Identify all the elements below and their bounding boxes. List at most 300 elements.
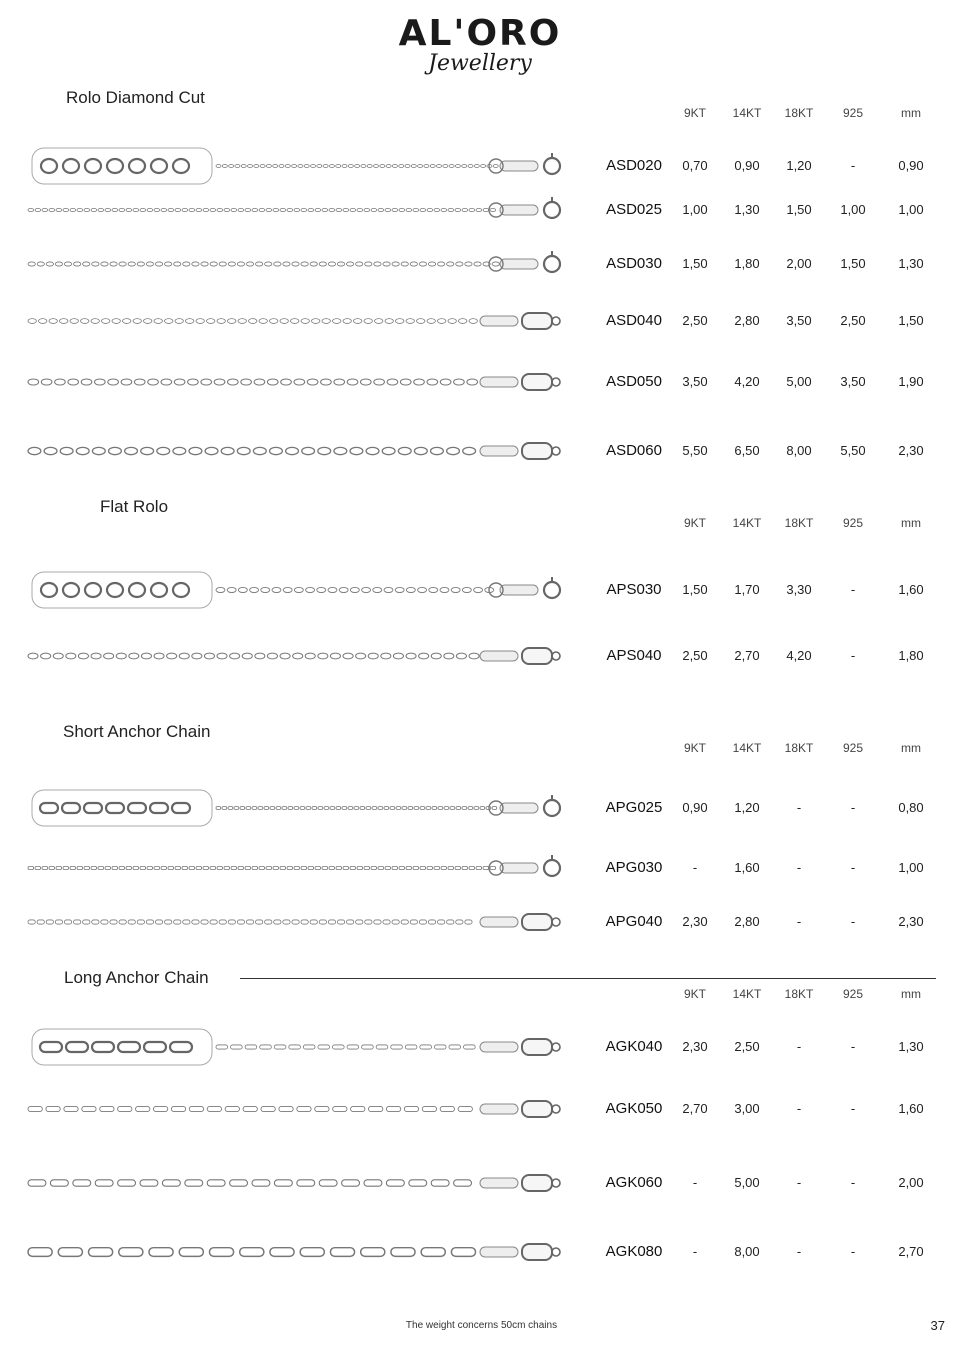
chain-link	[350, 587, 359, 592]
product-code: APG025	[605, 799, 663, 816]
chain-link	[154, 653, 164, 659]
chain-link	[70, 208, 76, 211]
chain-link	[121, 379, 132, 385]
chain-link	[431, 653, 441, 659]
chain-link	[319, 262, 326, 266]
chain-link	[315, 1106, 329, 1111]
chain-link	[419, 920, 426, 924]
chain-link	[217, 653, 227, 659]
chain-link	[404, 1106, 418, 1111]
chain-link	[203, 866, 209, 869]
chain-link	[182, 208, 188, 211]
chain-link	[42, 208, 48, 211]
chain-link	[286, 447, 299, 454]
chain-link	[39, 319, 47, 324]
footer-note: The weight concerns 50cm chains	[405, 1320, 558, 1331]
chain-link	[259, 208, 265, 211]
zoom-detail-box	[32, 1029, 212, 1065]
column-header: 14KT	[732, 516, 762, 530]
chain-link	[256, 262, 263, 266]
chain-link	[173, 447, 186, 454]
chain-link	[53, 653, 63, 659]
chain-link	[196, 866, 202, 869]
chain-link	[357, 208, 363, 211]
column-header: 14KT	[732, 987, 762, 1001]
chain-image	[20, 1232, 600, 1272]
chain-link	[387, 379, 398, 385]
chain-link	[108, 379, 119, 385]
chain-link	[209, 1248, 233, 1257]
chain-link	[378, 866, 384, 869]
chain-image	[20, 1163, 600, 1203]
column-header: mm	[901, 516, 921, 530]
chain-link	[134, 379, 145, 385]
chain-link	[434, 1045, 446, 1049]
chain-image	[20, 570, 600, 610]
chain-link	[192, 920, 199, 924]
chain-link	[392, 866, 398, 869]
chain-link	[366, 807, 371, 810]
value-cell: -	[850, 800, 856, 815]
spring-ring-clasp	[544, 800, 560, 816]
chain-link	[465, 262, 472, 266]
chain-link	[28, 262, 35, 266]
chain-link	[157, 447, 170, 454]
value-cell: 3,00	[734, 1101, 760, 1116]
chain-link	[98, 866, 104, 869]
chain-link	[373, 587, 382, 592]
chain-link	[392, 208, 398, 211]
chain-link	[474, 165, 479, 168]
chain-link	[440, 1106, 454, 1111]
chain-link	[238, 587, 247, 592]
chain-link	[351, 1106, 365, 1111]
chain-link	[312, 319, 320, 324]
chain-link	[35, 208, 41, 211]
value-cell: 1,70	[734, 582, 760, 597]
value-cell: 1,30	[898, 1039, 924, 1054]
chain-link	[153, 1106, 167, 1111]
chain-link	[81, 319, 89, 324]
chain-link	[361, 1248, 385, 1257]
chain-link	[112, 866, 118, 869]
value-cell: 5,00	[786, 374, 812, 389]
logo-brand-text: AL'ORO	[398, 13, 562, 54]
chain-link	[246, 920, 253, 924]
chain-link	[91, 866, 97, 869]
column-header: 18KT	[784, 106, 814, 120]
table-row	[0, 636, 963, 676]
product-code: APS030	[606, 581, 662, 598]
chain-link	[60, 319, 68, 324]
chain-link	[393, 653, 403, 659]
product-code: APG040	[605, 913, 663, 930]
chain-link	[140, 208, 146, 211]
chain-link	[204, 653, 214, 659]
brand-tag	[480, 1042, 518, 1052]
chain-link	[308, 208, 314, 211]
chain-link	[118, 1180, 136, 1186]
table-row	[0, 301, 963, 341]
chain-link	[339, 587, 348, 592]
chain-link	[119, 866, 125, 869]
chain-image	[20, 244, 600, 284]
chain-link	[408, 807, 413, 810]
chain-link	[300, 1248, 324, 1257]
chain-link	[28, 208, 34, 211]
chain-link	[264, 807, 269, 810]
chain-link	[196, 319, 204, 324]
chain-link	[456, 920, 463, 924]
chain-link	[230, 1180, 248, 1186]
value-cell: 2,00	[786, 256, 812, 271]
chain-link	[347, 379, 358, 385]
chain-link	[294, 208, 300, 211]
chain-link	[428, 262, 435, 266]
chain-link	[414, 379, 425, 385]
chain-link	[28, 319, 36, 324]
chain-image	[20, 902, 600, 942]
chain-link	[355, 165, 360, 168]
value-cell: 1,50	[786, 202, 812, 217]
chain-link	[175, 866, 181, 869]
chain-link	[192, 262, 199, 266]
chain-image	[20, 848, 600, 888]
chain-link	[329, 866, 335, 869]
chain-link	[292, 262, 299, 266]
chain-link	[237, 262, 244, 266]
chain-link	[392, 165, 397, 168]
chain-link	[292, 165, 297, 168]
chain-link	[399, 208, 405, 211]
value-cell: 1,30	[734, 202, 760, 217]
chain-link	[260, 165, 265, 168]
value-cell: 2,80	[734, 914, 760, 929]
chain-link	[318, 447, 331, 454]
chain-link	[88, 1248, 112, 1257]
chain-link	[49, 866, 55, 869]
chain-link	[58, 1248, 82, 1257]
chain-link	[147, 866, 153, 869]
chain-link	[421, 1248, 445, 1257]
chain-link	[238, 319, 246, 324]
table-row	[0, 244, 963, 284]
chain-link	[399, 165, 404, 168]
chain-link	[410, 262, 417, 266]
value-cell: 2,30	[682, 914, 708, 929]
chain-link	[434, 208, 440, 211]
chain-link	[343, 866, 349, 869]
chain-link	[254, 165, 259, 168]
chain-link	[144, 319, 152, 324]
chain-link	[37, 262, 44, 266]
chain-link	[42, 866, 48, 869]
chain-link	[201, 379, 212, 385]
chain-link	[458, 1106, 472, 1111]
chain-link	[28, 653, 38, 659]
brand-tag	[480, 1247, 518, 1257]
chain-link	[374, 262, 381, 266]
brand-tag	[480, 316, 518, 326]
chain-link	[133, 208, 139, 211]
value-cell: 3,50	[840, 374, 866, 389]
chain-link	[481, 165, 486, 168]
chain-link	[179, 1248, 203, 1257]
chain-link	[456, 262, 463, 266]
clasp-ring	[552, 918, 560, 926]
chain-link	[317, 165, 322, 168]
chain-link	[301, 262, 308, 266]
chain-link	[318, 653, 328, 659]
chain-link	[119, 208, 125, 211]
chain-link	[343, 319, 351, 324]
chain-link	[305, 653, 315, 659]
column-header-row	[0, 741, 963, 761]
chain-link	[161, 866, 167, 869]
chain-link	[420, 208, 426, 211]
chain-link	[469, 208, 475, 211]
value-cell: 1,30	[898, 256, 924, 271]
column-header: mm	[901, 106, 921, 120]
chain-link	[455, 208, 461, 211]
chain-link	[368, 653, 378, 659]
chain-link	[292, 920, 299, 924]
chain-link	[252, 1180, 270, 1186]
chain-link	[183, 920, 190, 924]
chain-link	[91, 319, 99, 324]
chain-link	[46, 920, 53, 924]
chain-link	[137, 920, 144, 924]
brand-tag	[500, 259, 538, 269]
chain-link	[149, 1248, 173, 1257]
value-cell: 1,80	[734, 256, 760, 271]
value-cell: -	[796, 1175, 802, 1190]
chain-link	[28, 866, 34, 869]
chain-link	[401, 920, 408, 924]
value-cell: 1,50	[840, 256, 866, 271]
chain-image	[20, 1089, 600, 1129]
chain-link	[310, 920, 317, 924]
chain-link	[322, 208, 328, 211]
chain-link	[235, 165, 240, 168]
chain-link	[315, 208, 321, 211]
chain-link	[427, 208, 433, 211]
chain-link	[189, 447, 202, 454]
chain-link	[405, 165, 410, 168]
chain-link	[217, 866, 223, 869]
chain-link	[396, 807, 401, 810]
chain-link	[417, 319, 425, 324]
chain-link	[419, 262, 426, 266]
brand-tag	[500, 803, 538, 813]
value-cell: -	[850, 914, 856, 929]
chain-link	[330, 807, 335, 810]
value-cell: 2,00	[898, 1175, 924, 1190]
chain-link	[250, 587, 259, 592]
chain-link	[100, 1106, 114, 1111]
value-cell: 1,80	[898, 648, 924, 663]
chain-link	[222, 807, 227, 810]
chain-link	[246, 262, 253, 266]
chain-link	[101, 920, 108, 924]
chain-link	[310, 262, 317, 266]
chain-link	[441, 208, 447, 211]
spring-ring-clasp	[544, 158, 560, 174]
chain-link	[474, 262, 481, 266]
chain-link	[266, 866, 272, 869]
spring-ring-clasp	[544, 860, 560, 876]
value-cell: 2,70	[898, 1244, 924, 1259]
chain-link	[165, 319, 173, 324]
chain-link	[95, 379, 106, 385]
brand-tag	[480, 377, 518, 387]
chain-link	[37, 920, 44, 924]
chain-link	[414, 447, 427, 454]
chain-link	[261, 587, 270, 592]
chain-link	[490, 208, 496, 211]
chain-link	[186, 319, 194, 324]
value-cell: -	[850, 1039, 856, 1054]
chain-link	[483, 208, 489, 211]
chain-link	[128, 920, 135, 924]
chain-link	[400, 379, 411, 385]
chain-link	[230, 653, 240, 659]
value-cell: 1,90	[898, 374, 924, 389]
chain-link	[347, 1045, 359, 1049]
section-title: Rolo Diamond Cut	[66, 88, 205, 107]
chain-link	[398, 447, 411, 454]
chain-image	[20, 362, 600, 402]
chain-link	[414, 807, 419, 810]
chain-link	[216, 807, 221, 810]
chain-link	[179, 653, 189, 659]
chain-link	[279, 165, 284, 168]
chain-link	[300, 807, 305, 810]
value-cell: 1,00	[898, 202, 924, 217]
spring-ring-clasp	[544, 256, 560, 272]
chain-link	[432, 807, 437, 810]
chain-link	[324, 807, 329, 810]
chain-link	[465, 920, 472, 924]
chain-link	[406, 587, 415, 592]
chain-link	[201, 920, 208, 924]
clasp-ring	[552, 447, 560, 455]
product-code: AGK040	[605, 1038, 663, 1055]
chain-link	[221, 447, 234, 454]
chain-link	[112, 208, 118, 211]
chain-link	[105, 866, 111, 869]
table-row	[0, 1027, 963, 1067]
chain-link	[189, 208, 195, 211]
chain-link	[95, 1180, 113, 1186]
chain-link	[441, 866, 447, 869]
chain-link	[328, 920, 335, 924]
chain-link	[492, 262, 499, 266]
chain-link	[347, 920, 354, 924]
chain-link	[84, 866, 90, 869]
chain-link	[321, 379, 332, 385]
chain-link	[92, 920, 99, 924]
chain-link	[140, 866, 146, 869]
chain-link	[185, 1180, 203, 1186]
chain-link	[126, 866, 132, 869]
chain-link	[328, 262, 335, 266]
chain-image	[20, 431, 600, 471]
chain-link	[443, 165, 448, 168]
chain-link	[413, 866, 419, 869]
chain-link	[245, 1045, 257, 1049]
product-code: ASD025	[606, 201, 662, 218]
chain-link	[92, 447, 105, 454]
lobster-clasp	[522, 648, 552, 664]
chain-link	[448, 866, 454, 869]
column-header-row	[0, 516, 963, 536]
chain-link	[424, 165, 429, 168]
chain-link	[167, 653, 177, 659]
chain-link	[141, 447, 154, 454]
brand-tag	[480, 1104, 518, 1114]
value-cell: -	[850, 860, 856, 875]
chain-link	[231, 1045, 243, 1049]
value-cell: -	[796, 1244, 802, 1259]
chain-link	[136, 1106, 150, 1111]
chain-link	[287, 866, 293, 869]
chain-link	[174, 262, 181, 266]
chain-link	[406, 319, 414, 324]
chain-link	[276, 807, 281, 810]
chain-link	[383, 920, 390, 924]
column-header: 14KT	[732, 741, 762, 755]
chain-link	[35, 866, 41, 869]
page-number: 37	[930, 1318, 945, 1333]
value-cell: 8,00	[786, 443, 812, 458]
chain-link	[155, 920, 162, 924]
chain-link	[333, 319, 341, 324]
chain-link	[462, 866, 468, 869]
chain-link	[410, 920, 417, 924]
chain-link	[84, 208, 90, 211]
chain-link	[301, 920, 308, 924]
chain-link	[406, 866, 412, 869]
chain-link	[171, 1106, 185, 1111]
chain-link	[301, 866, 307, 869]
chain-link	[55, 920, 62, 924]
chain-link	[308, 866, 314, 869]
chain-link	[188, 379, 199, 385]
chain-link	[189, 866, 195, 869]
chain-link	[293, 653, 303, 659]
value-cell: 5,50	[840, 443, 866, 458]
chain-link	[426, 807, 431, 810]
value-cell: 2,80	[734, 313, 760, 328]
chain-link	[28, 920, 35, 924]
chain-link	[227, 587, 236, 592]
chain-link	[385, 208, 391, 211]
chain-link	[396, 319, 404, 324]
value-cell: 2,50	[840, 313, 866, 328]
chain-link	[468, 807, 473, 810]
chain-link	[248, 165, 253, 168]
chain-link	[261, 1106, 275, 1111]
chain-link	[219, 920, 226, 924]
chain-link	[348, 807, 353, 810]
brand-tag	[480, 446, 518, 456]
chain-link	[272, 587, 281, 592]
chain-link	[270, 807, 275, 810]
chain-link	[406, 653, 416, 659]
lobster-clasp	[522, 1101, 552, 1117]
value-cell: -	[796, 1039, 802, 1054]
